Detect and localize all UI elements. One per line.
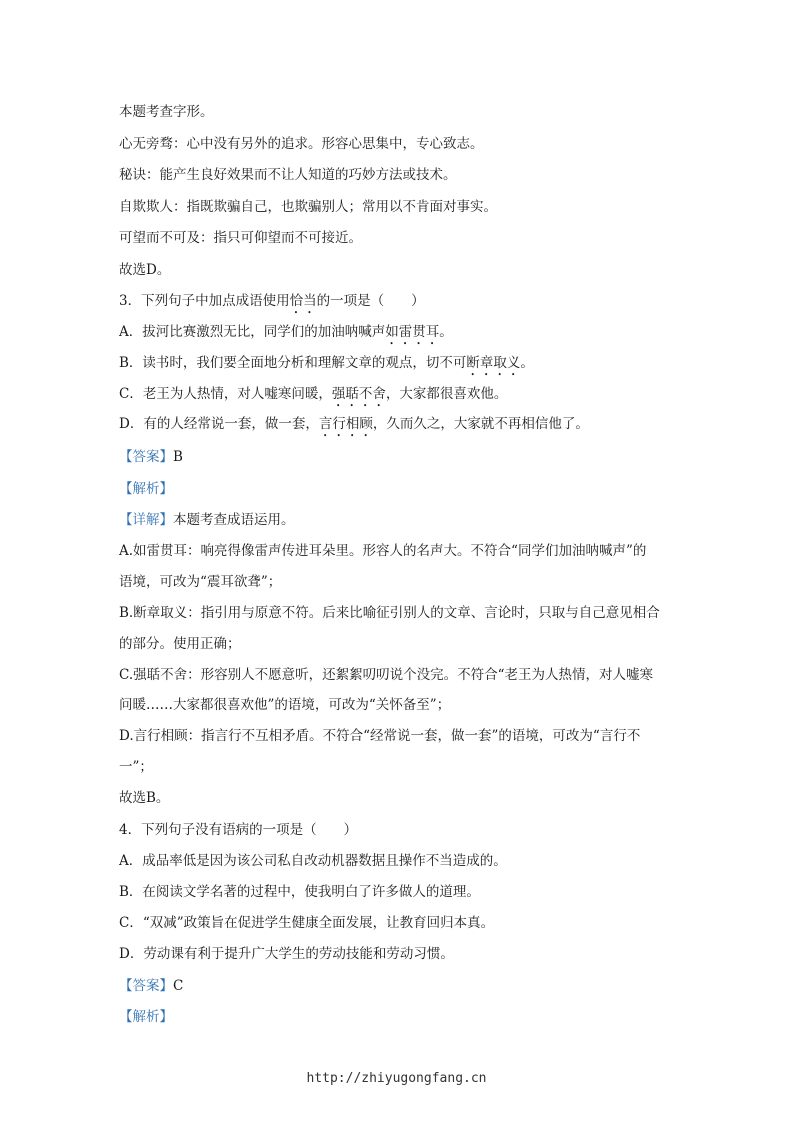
option-c: C．“双减”政策旨在促进学生健康全面发展，让教育回归本真。 bbox=[119, 915, 495, 931]
option-b bbox=[119, 353, 693, 379]
answer-tag: 【答案】 bbox=[119, 449, 173, 465]
dotted-text: 恰当 bbox=[289, 293, 317, 309]
explain-line: 问暖……大家都很喜欢他”的语境，可改为“关怀备至”； bbox=[119, 697, 451, 713]
question-4-stem: 4．下列句子没有语病的一项是（ ） bbox=[119, 822, 358, 838]
dotted-idiom: 如雷贯耳 bbox=[385, 324, 440, 340]
option-d: D．劳动课有利于提升广大学生的劳动技能和劳动习惯。 bbox=[119, 946, 454, 962]
text-line: 心无旁骛：心中没有另外的追求。形容心思集中，专心致志。 bbox=[119, 136, 484, 152]
option-a bbox=[119, 322, 693, 348]
explain-line: 的部分。使用正确； bbox=[119, 636, 241, 652]
dotted-idiom: 言行相顾 bbox=[318, 416, 373, 432]
analysis-line bbox=[119, 1007, 693, 1027]
explain-line: A.如雷贯耳：响亮得像雷声传进耳朵里。形容人的名声大。不符合“同学们加油呐喊声”的 bbox=[119, 543, 647, 559]
stem-text: 3．下列句子中加点成语使用 bbox=[119, 293, 290, 309]
text-line: 可望而不可及：指只可仰望而不可接近。 bbox=[119, 230, 362, 246]
answer-line bbox=[119, 976, 693, 996]
dotted-idiom: 强聒不舍 bbox=[331, 386, 386, 402]
option-text: D．有的人经常说一套，做一套， bbox=[119, 416, 319, 432]
option-d bbox=[119, 414, 693, 440]
option-text: ，大家都很喜欢他。 bbox=[385, 386, 508, 402]
explain-line: 一”； bbox=[119, 759, 153, 775]
explain-line: D.言行相顾：指言行不互相矛盾。不符合“经常说一套，做一套”的语境，可改为“言行不 bbox=[119, 728, 641, 744]
footer-url: http://zhiyugongfang.cn bbox=[306, 1071, 487, 1086]
question-3-stem bbox=[119, 291, 693, 317]
stem-text: 的一项是（ ） bbox=[316, 293, 425, 309]
text-line: 本题考查字形。 bbox=[119, 104, 214, 120]
explain-line: C.强聒不舍：形容别人不愿意听，还絮絮叨叨说个没完。不符合“老王为人热情，对人嘘寒 bbox=[119, 667, 654, 683]
option-b: B．在阅读文学名著的过程中，使我明白了许多做人的道理。 bbox=[119, 884, 480, 900]
explain-line: B.断章取义：指引用与原意不符。后来比喻征引别人的文章、言论时，只取与自己意见相合 bbox=[119, 605, 660, 621]
detail-tag: 【详解】 bbox=[119, 512, 173, 528]
analysis-tag: 【解析】 bbox=[119, 481, 173, 497]
option-text: A．拔河比赛激烈无比，同学们的加油呐喊声 bbox=[119, 324, 386, 340]
option-text: B．读书时，我们要全面地分析和理解文章的观点，切不可 bbox=[119, 355, 467, 371]
text-line: 故选D。 bbox=[119, 262, 171, 278]
analysis-tag: 【解析】 bbox=[119, 1009, 173, 1025]
analysis-line bbox=[119, 479, 693, 499]
option-text: 。 bbox=[520, 355, 534, 371]
explain-line: 语境，可改为“震耳欲聋”； bbox=[119, 574, 282, 590]
answer-line bbox=[119, 447, 693, 467]
explain-line: 故选B。 bbox=[119, 790, 170, 806]
text-line: 秘诀：能产生良好效果而不让人知道的巧妙方法或技术。 bbox=[119, 167, 457, 183]
dotted-idiom: 断章取义 bbox=[466, 355, 521, 371]
option-c bbox=[119, 384, 693, 410]
option-a: A．成品率低是因为该公司私自改动机器数据且操作不当造成的。 bbox=[119, 853, 507, 869]
text-line: 自欺欺人：指既欺骗自己，也欺骗别人；常用以不肯面对事实。 bbox=[119, 199, 497, 215]
answer-value: B bbox=[173, 449, 183, 465]
answer-tag: 【答案】 bbox=[119, 978, 173, 994]
option-text: 。 bbox=[439, 324, 453, 340]
detail-line bbox=[119, 510, 693, 530]
detail-text: 本题考查成语运用。 bbox=[173, 512, 295, 528]
option-text: C．老王为人热情，对人嘘寒问暖， bbox=[119, 386, 332, 402]
option-text: ，久而久之，大家就不再相信他了。 bbox=[372, 416, 589, 432]
answer-value: C bbox=[173, 978, 184, 994]
